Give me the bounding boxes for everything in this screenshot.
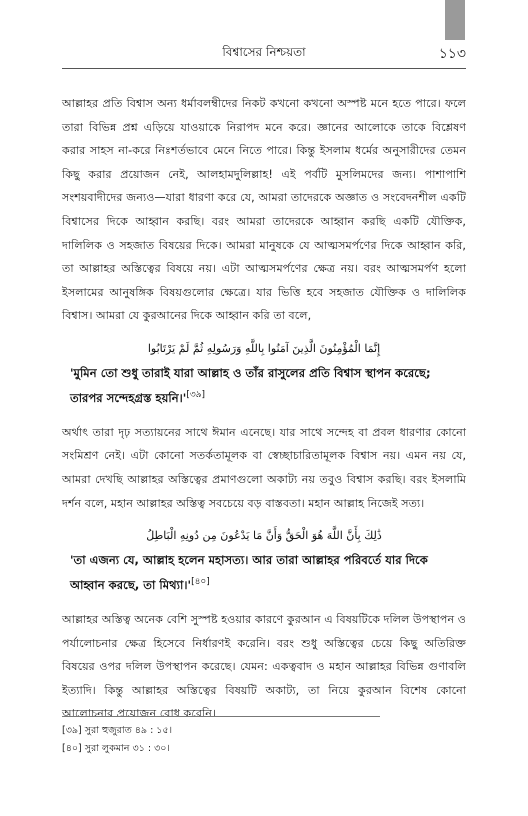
- page-body: [62, 92, 466, 726]
- header-rule: [62, 68, 466, 69]
- footnote-40: [৪০] সুরা লুকমান ৩১ : ৩০।: [62, 743, 170, 754]
- paragraph-2: অর্থাৎ তারা দৃঢ় সত্যায়নের সাথে ঈমান এনেছে। যার সাথে সন্দেহ বা প্রবল ধারণার কোনো সংমিশ্রণ নেই। এটা কোনো সতর্কতামূলক বা স্বেচ্ছাচারিতামূলক বিশ্বাস নয়। এমন নয় যে, আমরা দেখছি আল্লাহর অস্তিত্বের প্রমাণগুলো অকাট্য নয় তবুও বিশ্বাস করছি। বরং ইসলামি দর্শন বলে, মহান আল্লাহর অস্তিত্ব সবচেয়ে বড় বাস্তবতা। মহান আল্লাহ নিজেই সত্য।: [62, 425, 466, 510]
- footnote-rule: [62, 716, 380, 717]
- page-number: ১১৩: [438, 46, 466, 62]
- footnote-ref-40[interactable]: [৪০]: [191, 577, 210, 588]
- page-edge-tab: [445, 0, 465, 40]
- arabic-verse-1: إِنَّمَا الْمُؤْمِنُونَ الَّذِينَ آمَنُوا بِاللَّهِ وَرَسُولِهِ ثُمَّ لَمْ يَرْتَابُوا: [147, 341, 381, 355]
- running-title: বিশ্বাসের নিশ্চয়তা: [222, 45, 306, 59]
- verse-translation-2-text: 'তা এজন্য যে, আল্লাহ হলেন মহাসত্য। আর তারা আল্লাহর পরিবর্তে যার দিকে আহ্বান করছে, তা মিথ্যা।': [70, 553, 428, 593]
- running-header: [62, 44, 466, 68]
- arabic-verse-2: ذَٰلِكَ بِأَنَّ اللَّهَ هُوَ الْحَقُّ وَأَنَّ مَا يَدْعُونَ مِن دُونِهِ الْبَاطِلُ: [146, 529, 382, 543]
- verse-translation-1: [62, 362, 466, 409]
- paragraph-1: আল্লাহর প্রতি বিশ্বাস অন্য ধর্মাবলম্বীদের নিকট কখনো কখনো অস্পষ্ট মনে হতে পারে। ফলে তারা বিভিন্ন প্রশ্ন এড়িয়ে যাওয়াকে নিরাপদ মনে করে। জ্ঞানের আলোকে তাকে বিশ্লেষণ করার সাহস না-করে নিঃশর্তভাবে মেনে নিতে পারে। কিন্তু ইসলাম ধর্মের অনুসারীদের তেমন কিছু করার প্রয়োজন নেই, আলহামদুলিল্লাহ! এই পর্বটি মুসলিমদের জন্য। পাশাপাশি সংশয়বাদীদের জন্যও—যারা ধারণা করে যে, আমরা তাদেরকে অজ্ঞাত ও সংবেদনশীল একটি বিশ্বাসের দিকে আহ্বান করছি। বরং আমরা তাদেরকে আহ্বান করছি একটি যৌক্তিক, দালিলিক ও সহজাত বিষয়ের দিকে। আমরা মানুষকে যে আত্মসমর্পণের দিকে আহ্বান করি, তা আল্লাহর অস্তিত্বের বিষয়ে নয়। এটা আত্মসমর্পণের ক্ষেত্র নয়। বরং আত্মসমর্পণ হলো ইসলামের আনুষঙ্গিক বিষয়গুলোর ক্ষেত্রে। যার ভিত্তি হবে সহজাত যৌক্তিক ও দালিলিক বিশ্বাস। আমরা যে কুরআনের দিকে আহ্বান করি তা বলে,: [62, 97, 466, 323]
- footnote-ref-39[interactable]: [৩৯]: [186, 389, 206, 400]
- footnotes: [62, 722, 172, 758]
- footnote-39: [৩৯] সুরা হুজুরাত ৪৯ : ১৫।: [62, 725, 173, 736]
- verse-translation-1-text: 'মুমিন তো শুধু তারাই যারা আল্লাহ ও তাঁর রাসুলের প্রতি বিশ্বাস স্থাপন করেছে; তারপর সন্দেহগ্রস্ত হয়নি।': [70, 365, 431, 405]
- paragraph-3: আল্লাহর অস্তিত্ব অনেক বেশি সুস্পষ্ট হওয়ার কারণে কুরআন এ বিষয়টিকে দলিল উপস্থাপন ও পর্যালোচনার ক্ষেত্র হিসেবে নির্ধারণই করেনি। বরং শুধু অস্তিত্বের চেয়ে কিছু অতিরিক্ত বিষয়ের ওপর দলিল উপস্থাপন করেছে। যেমন: একত্ববাদ ও মহান আল্লাহর বিভিন্ন গুণাবলি ইত্যাদি। কিন্তু আল্লাহর অস্তিত্বের বিষয়টি অকাট্য, তা নিয়ে কুরআন বিশেষ কোনো আলোচনার প্রয়োজন বোধ করেনি।: [62, 613, 466, 721]
- verse-translation-2: [62, 549, 466, 596]
